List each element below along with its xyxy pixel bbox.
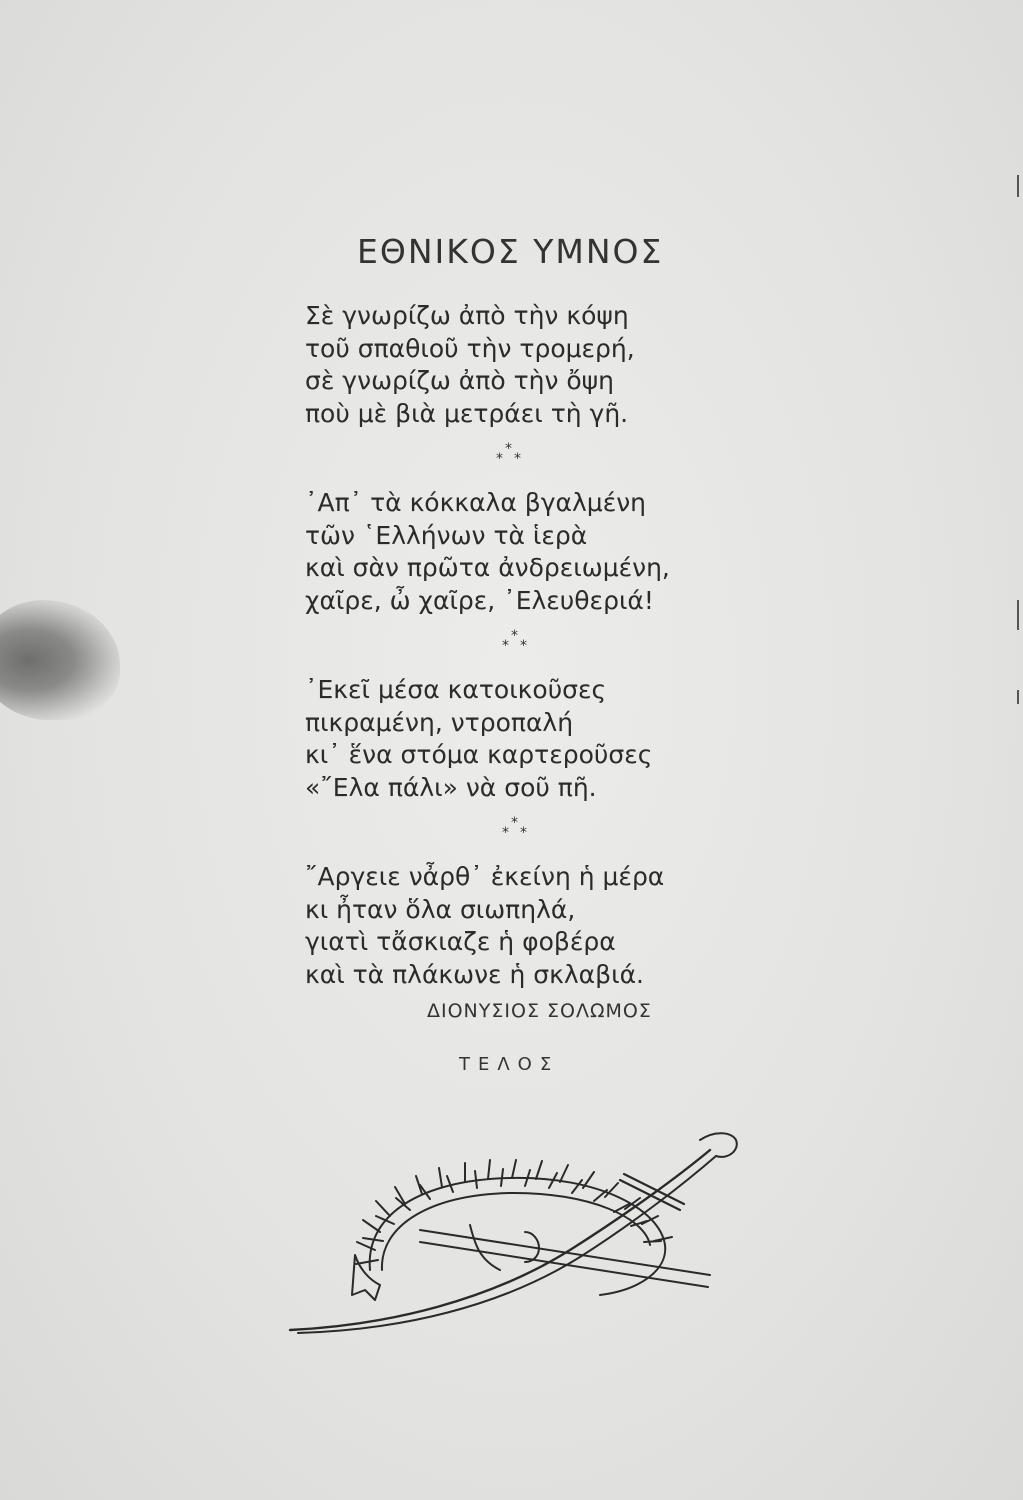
poem-title: ΕΘΝΙΚΟΣ ΥΜΝΟΣ xyxy=(357,232,664,271)
end-marker: ΤΕΛΟΣ xyxy=(459,1054,560,1075)
poem-line: ποὺ μὲ βιὰ μετράει τὴ γῆ. xyxy=(305,398,629,428)
poem-line: καὶ σὰν πρῶτα ἀνδρειωμένη, xyxy=(305,553,670,582)
asterism-divider xyxy=(305,617,705,674)
asterisk-mark: * xyxy=(520,825,527,841)
page-edge-mark xyxy=(1017,600,1019,630)
author-name: ΔΙΟΝΥΣΙΟΣ ΣΟΛΩΜΟΣ xyxy=(427,1000,652,1022)
asterisk-mark: * xyxy=(520,638,527,654)
ink-stain xyxy=(0,600,120,720)
poem-line: σὲ γνωρίζω ἀπὸ τὴν ὄψη xyxy=(305,366,615,395)
poem-body xyxy=(305,300,705,991)
poem-line: ᾿Εκεῖ μέσα κατοικοῦσες xyxy=(305,675,607,704)
poem-line: χαῖρε, ὦ χαῖρε, ᾿Ελευθεριά! xyxy=(305,585,654,615)
poem-line: κι᾿ ἕνα στόμα καρτεροῦσες xyxy=(305,740,653,769)
laurel-sword-emblem xyxy=(270,1120,750,1350)
asterisk-mark: * xyxy=(502,825,509,841)
stanza-2 xyxy=(305,487,705,617)
asterism-divider xyxy=(305,430,705,487)
poem-line: τοῦ σπαθιοῦ τὴν τρομερή, xyxy=(305,333,635,363)
asterisk-mark: * xyxy=(496,451,503,467)
asterisk-mark: * xyxy=(505,441,512,457)
asterisk-mark: * xyxy=(511,815,518,831)
asterism-divider xyxy=(305,804,705,861)
poem-line: ᾿Απ᾿ τὰ κόκκαλα βγαλμένη xyxy=(305,488,647,517)
poem-line: πικραμένη, ντροπαλή xyxy=(305,707,574,737)
poem-line: καὶ τὰ πλάκωνε ἡ σκλαβιά. xyxy=(305,959,645,989)
stanza-4 xyxy=(305,861,705,991)
asterisk-mark: * xyxy=(502,638,509,654)
asterisk-mark: * xyxy=(511,628,518,644)
page-edge-mark xyxy=(1017,690,1019,704)
page-edge-mark xyxy=(1017,175,1019,197)
poem-line: «῎Ελα πάλι» νὰ σοῦ πῆ. xyxy=(305,772,597,802)
poem-line: κι ἦταν ὅλα σιωπηλά, xyxy=(305,894,576,924)
poem-line: ῎Αργειε νἆρθ᾿ ἐκείνη ἡ μέρα xyxy=(305,862,665,891)
stanza-3 xyxy=(305,674,705,804)
poem-line: τῶν ῾Ελλήνων τὰ ἱερὰ xyxy=(305,520,588,550)
poem-line: Σὲ γνωρίζω ἀπὸ τὴν κόψη xyxy=(305,301,629,330)
poem-line: γιατὶ τἄσκιαζε ἡ φοβέρα xyxy=(305,927,616,956)
asterisk-mark: * xyxy=(514,451,521,467)
stanza-1 xyxy=(305,300,705,430)
